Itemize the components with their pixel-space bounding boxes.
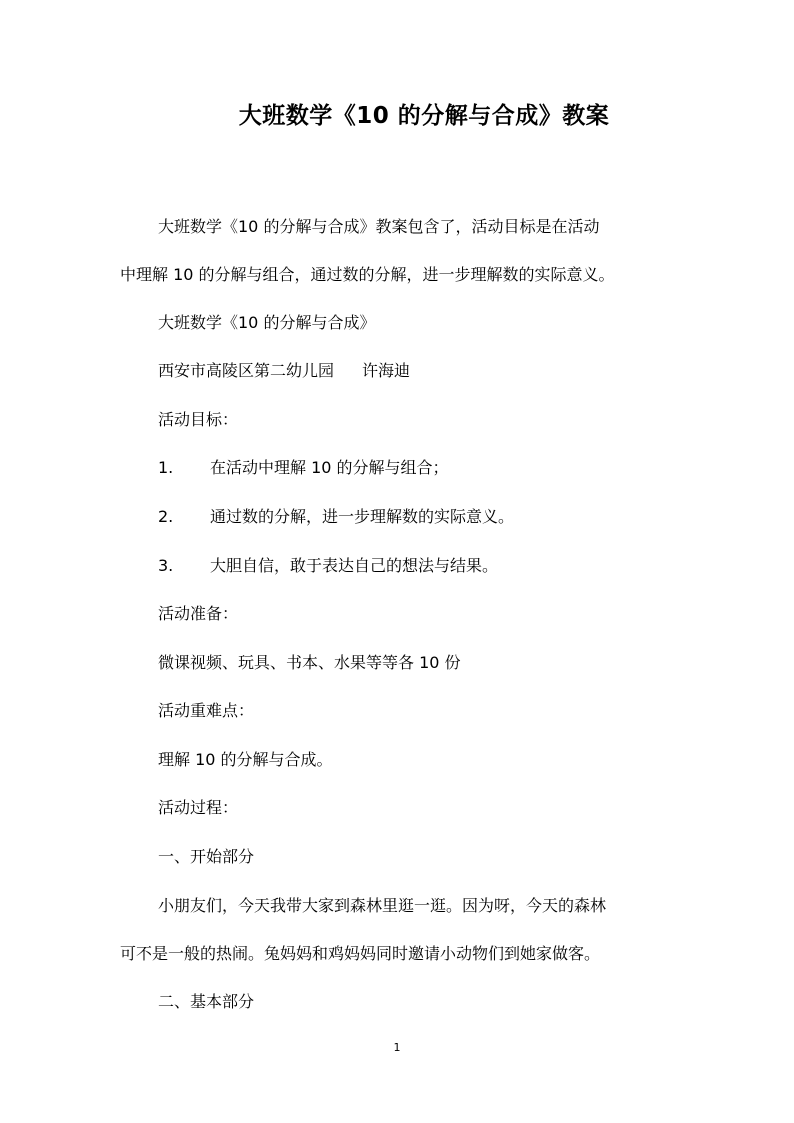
school-author-line (158, 361, 410, 381)
prep-text: 微课视频、玩具、书本、水果等等各 10 份 (158, 653, 461, 672)
part1-text-line-2: 可不是一般的热闹。兔妈妈和鸡妈妈同时邀请小动物们到她家做客。 (120, 944, 601, 963)
document-title: 大班数学《10 的分解与合成》教案 (238, 103, 610, 129)
goal-number: 1. (158, 458, 174, 477)
key-heading: 活动重难点： (158, 701, 255, 720)
intro-line-2: 中理解 10 的分解与组合，通过数的分解，进一步理解数的实际意义。 (120, 265, 615, 284)
goal-text: 通过数的分解，进一步理解数的实际意义。 (210, 507, 515, 526)
process-heading: 活动过程： (158, 798, 239, 817)
goal-text: 在活动中理解 10 的分解与组合； (210, 458, 449, 477)
part1-text-line-1: 小朋友们，今天我带大家到森林里逛一逛。因为呀，今天的森林 (158, 896, 607, 915)
goal-number: 2. (158, 507, 174, 526)
prep-heading: 活动准备： (158, 604, 239, 623)
goal-number: 3. (158, 556, 174, 575)
part1-heading: 一、开始部分 (158, 847, 255, 866)
page-number: 1 (393, 1041, 401, 1054)
goals-heading: 活动目标： (158, 410, 239, 429)
key-text: 理解 10 的分解与合成。 (158, 750, 333, 769)
part2-heading: 二、基本部分 (158, 992, 255, 1011)
school-name: 西安市高陵区第二幼儿园 (158, 361, 335, 380)
intro-line-1: 大班数学《10 的分解与合成》教案包含了，活动目标是在活动 (158, 217, 600, 236)
subtitle: 大班数学《10 的分解与合成》 (158, 313, 376, 332)
goal-text: 大胆自信，敢于表达自己的想法与结果。 (210, 556, 499, 575)
author-name: 许海迪 (362, 361, 411, 380)
